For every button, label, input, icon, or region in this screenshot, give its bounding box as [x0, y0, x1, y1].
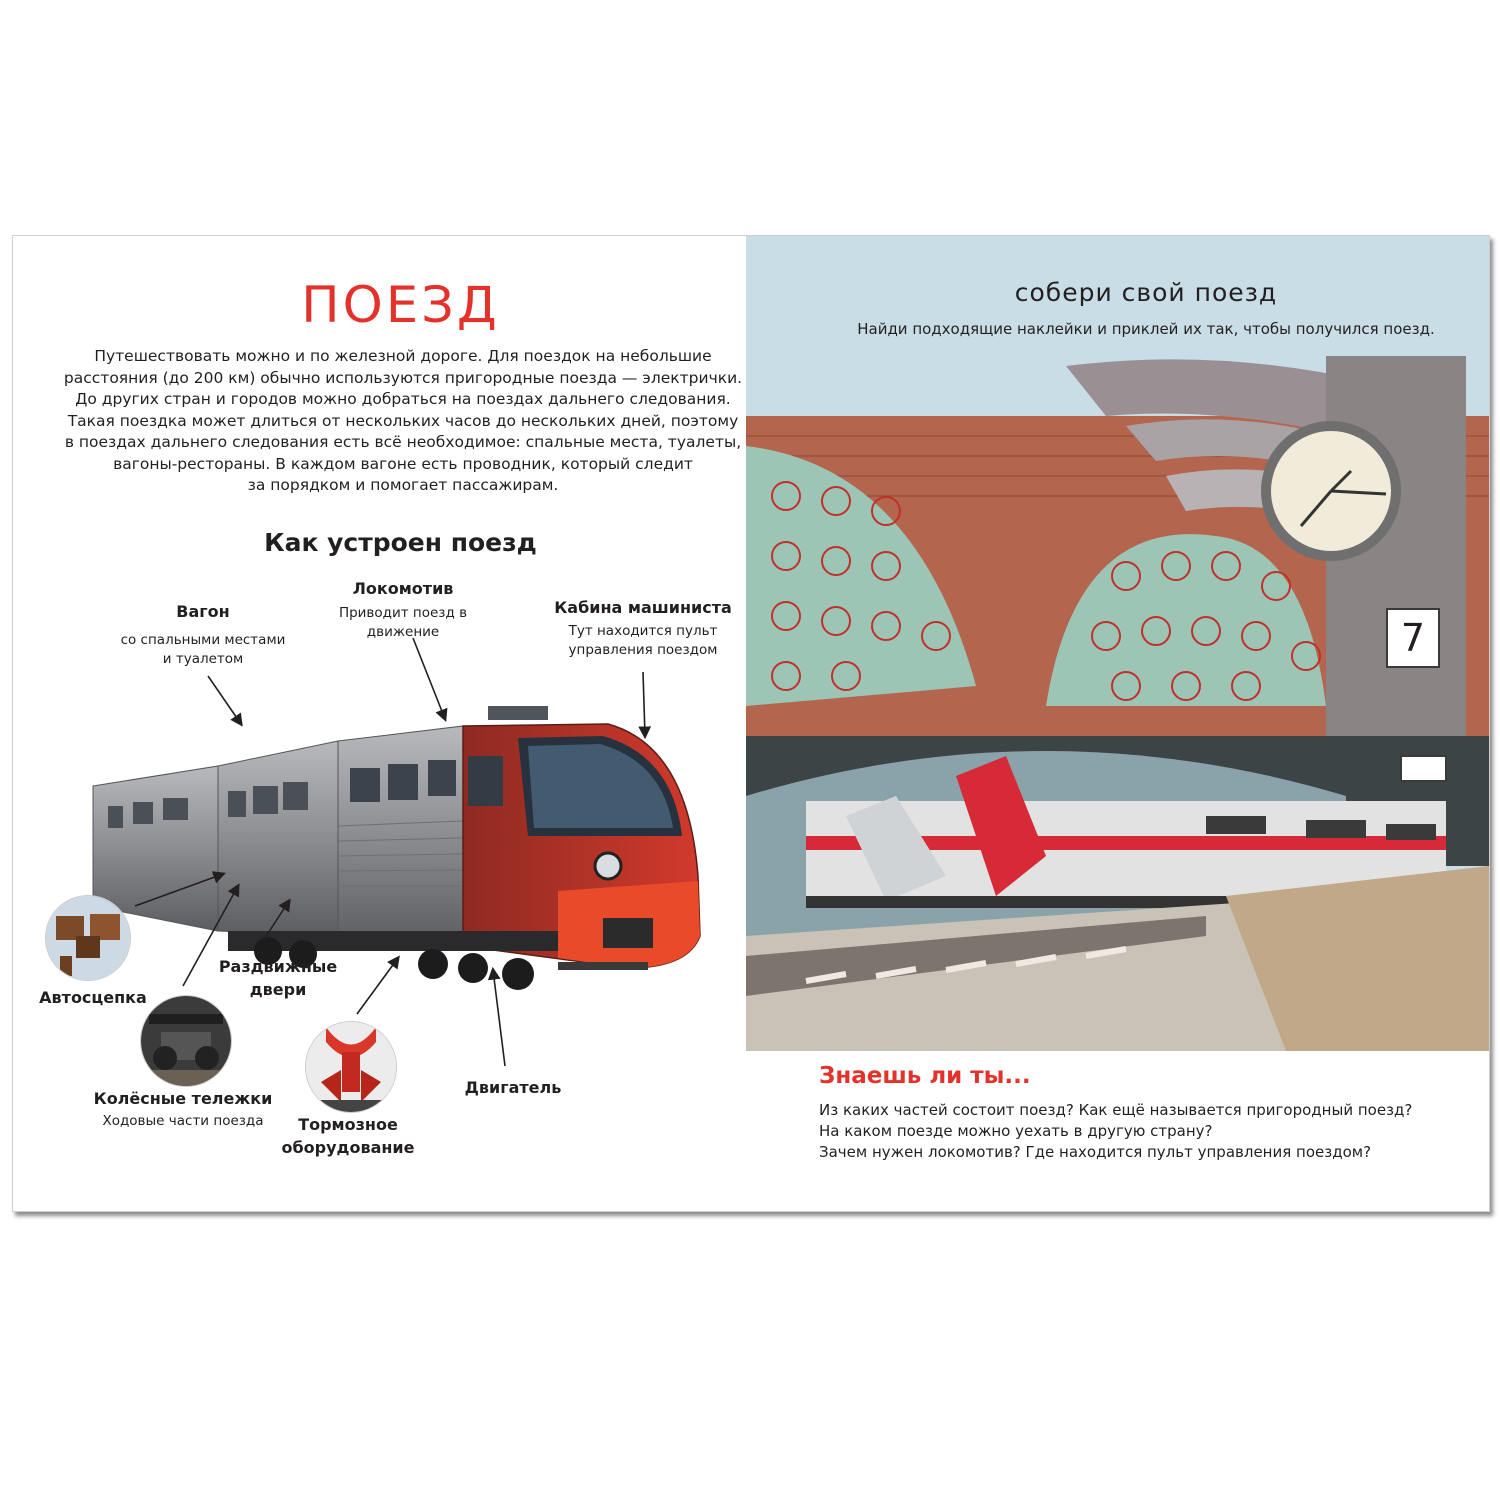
coupler-label: Автосцепка [39, 988, 147, 1007]
wagon-desc: со спальными местами и туалетом [120, 632, 286, 667]
intro-line: в поездах дальнего следования есть всё необходимое: спальные места, туалеты, [64, 433, 742, 451]
book-spread [12, 235, 1490, 1212]
doors-label: Раздвижные двери [218, 957, 338, 999]
intro-line: расстояния (до 200 км) обычно используются пригородные поезда — электрички. [63, 368, 743, 387]
clock-icon [1266, 426, 1396, 556]
quiz-title: Знаешь ли ты... [819, 1063, 1031, 1089]
station-illustration [746, 236, 1489, 1051]
bogies-desc: Ходовые части поезда [102, 1113, 264, 1129]
quiz-line: Зачем нужен локомотив? Где находится пульт управления поездом? [819, 1143, 1372, 1161]
locomotive-label: Локомотив [352, 579, 454, 598]
cab-label: Кабина машиниста [554, 598, 732, 617]
brakes-label: Тормозное оборудование [281, 1115, 415, 1157]
bogie-photo [141, 996, 231, 1086]
cab-desc: Тут находится пульт управления поездом [568, 623, 718, 658]
page-title: ПОЕЗД [301, 276, 500, 334]
right-page [746, 236, 1489, 1211]
intro-line: До других стран и городов можно добраться на поездах дальнего следования. [75, 390, 731, 408]
locomotive-desc: Приводит поезд в движение [338, 605, 468, 640]
engine-label: Двигатель [464, 1078, 562, 1097]
section-title: Как устроен поезд [264, 528, 537, 557]
intro-line: Путешествовать можно и по железной дороге. Для поездок на небольшие [94, 347, 712, 365]
quiz-questions [819, 1100, 1412, 1163]
quiz-line: На каком поезде можно уехать в другую страну? [819, 1122, 1213, 1140]
wagon-label: Вагон [176, 602, 230, 621]
sticker-title: собери свой поезд [1014, 278, 1278, 307]
quiz-line: Из каких частей состоит поезд? Как ещё называется пригородный поезд? [819, 1101, 1413, 1119]
coupler-photo [46, 896, 130, 980]
intro-line: Такая поездка может длиться от нескольких часов до нескольких дней, поэтому [67, 411, 739, 430]
sticker-instruction: Найди подходящие наклейки и приклей их так, чтобы получился поезд. [857, 320, 1435, 338]
intro-line: вагоны-рестораны. В каждом вагоне есть проводник, который следит [113, 454, 693, 473]
intro-line: за порядком и помогает пассажирам. [247, 476, 559, 494]
brake-photo [306, 1022, 396, 1112]
left-page [13, 236, 745, 1211]
bogies-label: Колёсные тележки [93, 1089, 273, 1108]
platform-number: 7 [1386, 608, 1440, 668]
